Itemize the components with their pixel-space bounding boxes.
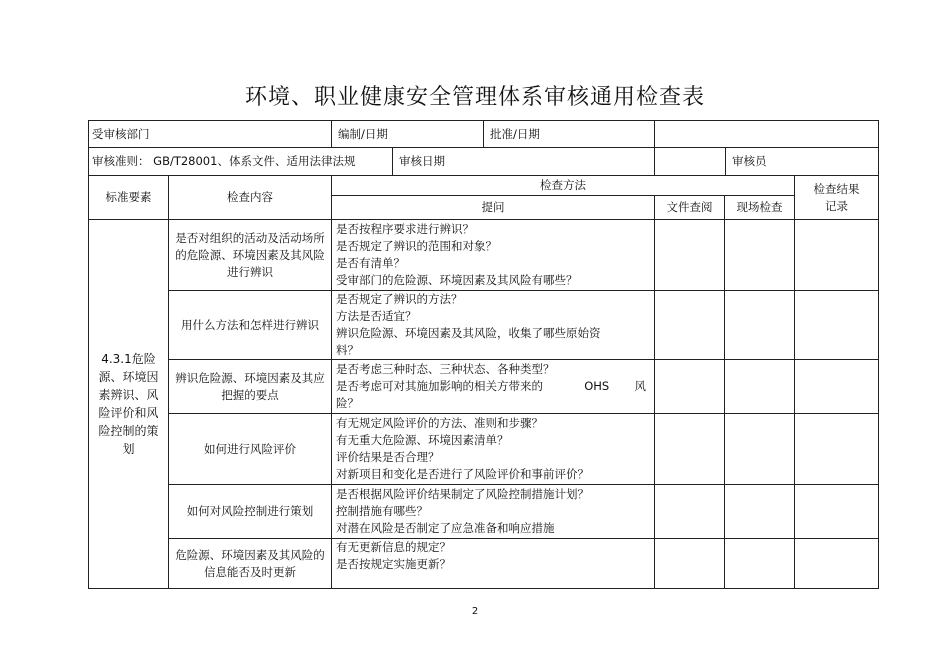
question-cell [332, 414, 655, 485]
onsite-cell[interactable] [725, 220, 795, 291]
question-cell [332, 539, 655, 589]
content-cell: 如何进行风险评价 [169, 414, 332, 485]
content-cell: 是否对组织的活动及活动场所的危险源、环境因素及其风险进行辨识 [169, 220, 332, 291]
doc-review-cell[interactable] [655, 220, 725, 291]
onsite-cell[interactable] [725, 360, 795, 414]
question-cell [332, 360, 655, 414]
col-content: 检查内容 [169, 176, 332, 220]
approved-label: 批准/日期 [483, 121, 540, 147]
question-line: 有无重大危险源、环境因素清单？ [336, 433, 509, 447]
doc-review-cell[interactable] [655, 414, 725, 485]
col-onsite: 现场检查 [725, 196, 795, 220]
auditor-cell [655, 148, 879, 176]
prepared-date-cell [332, 121, 655, 148]
result-cell[interactable] [795, 220, 879, 291]
question-cell [332, 291, 655, 360]
question-line: 是否考虑可对其施加影响的相关方带来的 [336, 379, 543, 393]
onsite-cell[interactable] [725, 414, 795, 485]
page-number: 2 [471, 606, 479, 617]
criteria-value: GB/T28001、体系文件、适用法律法规 [153, 154, 356, 168]
result-cell[interactable] [795, 485, 879, 539]
result-cell[interactable] [795, 539, 879, 589]
prepared-label: 编制/日期 [338, 126, 388, 141]
question-line: 有无更新信息的规定？ [336, 540, 451, 554]
onsite-cell[interactable] [725, 291, 795, 360]
page-title: 环境、职业健康安全管理体系审核通用检查表 [244, 85, 705, 110]
question-line: 辨识危险源、环境因素及其风险，收集了哪些原始资 [336, 326, 601, 340]
question-line: 是否按程序要求进行辨识？ [336, 222, 474, 236]
col-doc-review: 文件查阅 [655, 196, 725, 220]
result-cell[interactable] [795, 291, 879, 360]
doc-review-cell[interactable] [655, 539, 725, 589]
table-row [89, 220, 879, 291]
question-line: 料？ [336, 343, 359, 357]
question-line: 对新项目和变化是否进行了风险评价和事前评价？ [336, 467, 589, 481]
element-cell: 4.3.1危险源、环境因素辨识、风险评价和风险控制的策划 [89, 220, 169, 589]
question-line: 有无规定风险评价的方法、准则和步骤？ [336, 416, 543, 430]
col-result-line1: 检查结果 [813, 181, 860, 196]
question-line: 是否规定了辨识的方法？ [336, 292, 463, 306]
question-line: 控制措施有哪些？ [336, 504, 428, 518]
question-line: 受审部门的危险源、环境因素及其风险有哪些？ [336, 273, 578, 287]
question-line: 是否按规定实施更新？ [336, 557, 451, 571]
table-row [89, 360, 879, 414]
content-cell: 如何对风险控制进行策划 [169, 485, 332, 539]
result-cell[interactable] [795, 360, 879, 414]
table-row [89, 414, 879, 485]
question-line: 对潜在风险是否制定了应急准备和响应措施 [336, 521, 555, 535]
col-result [795, 176, 879, 220]
ohs-text-risk: 风 [634, 379, 646, 393]
table-row [89, 485, 879, 539]
criteria-label: 审核准则： [92, 154, 150, 168]
content-cell: 辨识危险源、环境因素及其应把握的要点 [169, 360, 332, 414]
result-cell[interactable] [795, 414, 879, 485]
col-element: 标准要素 [89, 176, 169, 220]
approved-blank [655, 121, 879, 148]
question-line: 是否有清单？ [336, 256, 405, 270]
auditor-label: 审核员 [725, 148, 767, 175]
question-line: 方法是否适宜？ [336, 309, 417, 323]
checklist-table [88, 120, 879, 589]
question-line: 是否根据风险评价结果制定了风险控制措施计划？ [336, 487, 589, 501]
audited-dept-cell: 受审核部门 [89, 121, 332, 148]
doc-review-cell[interactable] [655, 360, 725, 414]
onsite-cell[interactable] [725, 539, 795, 589]
content-cell: 用什么方法和怎样进行辨识 [169, 291, 332, 360]
doc-review-cell[interactable] [655, 485, 725, 539]
ohs-text: OHS [584, 379, 610, 393]
question-line: 是否考虑三种时态、三种状态、各种类型？ [336, 362, 555, 376]
table-row [89, 539, 879, 589]
audit-date-label: 审核日期 [392, 148, 445, 175]
col-method: 检查方法 [332, 176, 795, 196]
doc-review-cell[interactable] [655, 291, 725, 360]
question-cell [332, 485, 655, 539]
content-cell: 危险源、环境因素及其风险的信息能否及时更新 [169, 539, 332, 589]
col-question: 提问 [332, 196, 655, 220]
onsite-cell[interactable] [725, 485, 795, 539]
question-line: 险？ [336, 396, 359, 410]
table-row [89, 291, 879, 360]
question-line: 是否规定了辨识的范围和对象？ [336, 239, 497, 253]
question-cell [332, 220, 655, 291]
col-result-line2: 记录 [825, 198, 848, 213]
question-line: 评价结果是否合理？ [336, 450, 440, 464]
criteria-cell [89, 148, 655, 176]
